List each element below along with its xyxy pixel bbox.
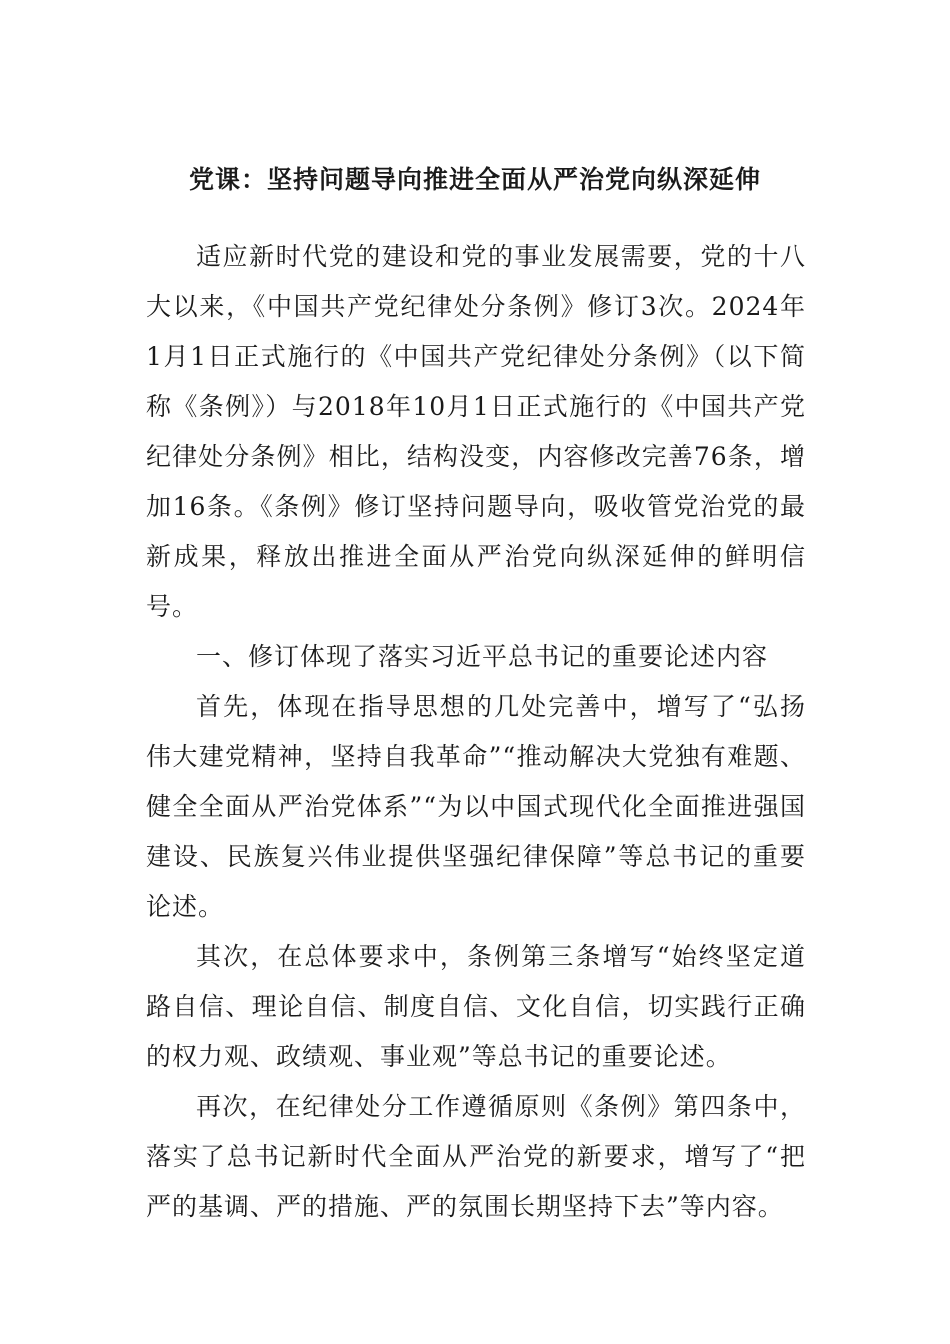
- section-heading-1: 一、修订体现了落实习近平总书记的重要论述内容: [196, 642, 769, 671]
- document-body: [146, 232, 806, 1232]
- document-title: 党课：坚持问题导向推进全面从严治党向纵深延伸: [188, 165, 761, 194]
- paragraph-third: 再次，在纪律处分工作遵循原则《条例》第四条中，落实了总书记新时代全面从严治党的新要求，增写了“把严的基调、严的措施、严的氛围长期坚持下去”等内容。: [146, 1092, 806, 1221]
- paragraph-intro: 适应新时代党的建设和党的事业发展需要，党的十八大以来，《中国共产党纪律处分条例》修订3次。2024年1月1日正式施行的《中国共产党纪律处分条例》（以下简称《条例》）与2018年10月1日正式施行的《中国共产党纪律处分条例》相比，结构没变，内容修改完善76条，增加16条。《条例》修订坚持问题导向，吸收管党治党的最新成果，释放出推进全面从严治党向纵深延伸的鲜明信号。: [146, 242, 806, 621]
- paragraph-second: 其次，在总体要求中，条例第三条增写“始终坚定道路自信、理论自信、制度自信、文化自信，切实践行正确的权力观、政绩观、事业观”等总书记的重要论述。: [146, 942, 806, 1071]
- paragraph-first: 首先，体现在指导思想的几处完善中，增写了“弘扬伟大建党精神，坚持自我革命”“推动解决大党独有难题、健全全面从严治党体系”“为以中国式现代化全面推进强国建设、民族复兴伟业提供坚强纪律保障”等总书记的重要论述。: [146, 692, 806, 921]
